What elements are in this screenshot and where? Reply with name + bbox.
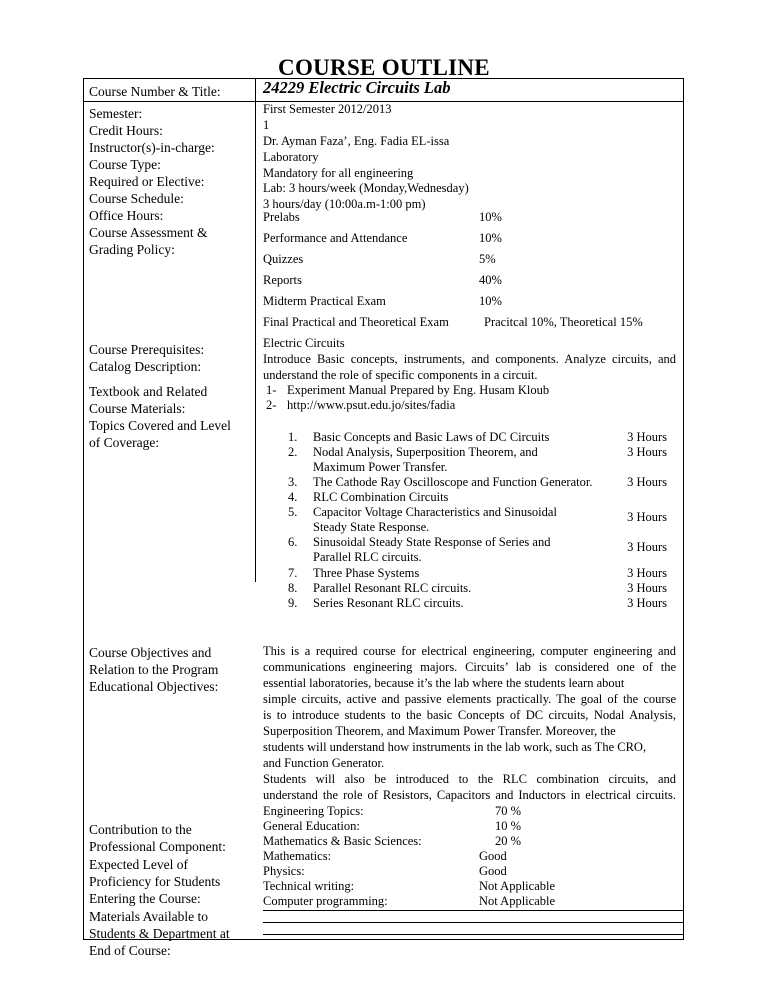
topic-title: Parallel RLC circuits. — [313, 550, 422, 564]
catalog-line: Introduce Basic concepts, instruments, and components. Analyze circuits, and — [263, 352, 676, 366]
topic-num: 7. — [288, 566, 298, 580]
proficiency-item: Technical writing: — [263, 879, 355, 893]
assessment-weight: Pracitcal 10%, Theoretical 15% — [484, 315, 643, 329]
materials-grid-rule — [263, 934, 684, 935]
objectives-line: is to introduce students to the basic Concepts of DC circuits, Nodal Analysis, — [263, 708, 676, 722]
materials-label-line2: Students & Department at — [89, 926, 230, 941]
objectives-label-line3: Educational Objectives: — [89, 679, 219, 694]
objectives-line: understand the role of Resistors, Capacitors and Inductors in electrical circuits. — [263, 788, 676, 802]
course-schedule-label: Course Schedule: — [89, 191, 184, 206]
contribution-item: Mathematics & Basic Sciences: — [263, 834, 422, 848]
assessment-item: Quizzes — [263, 252, 304, 266]
course-type-value: Laboratory — [263, 150, 319, 164]
catalog-line: understand the role of specific components in a circuit. — [263, 368, 538, 382]
assessment-label-line2: Grading Policy: — [89, 242, 175, 257]
proficiency-item: Computer programming: — [263, 894, 388, 908]
assessment-item: Midterm Practical Exam — [263, 294, 386, 308]
topics-label: Topics Covered and Level — [89, 418, 231, 433]
materials-grid-rule — [263, 922, 684, 923]
page-title: COURSE OUTLINE — [278, 55, 490, 80]
proficiency-value: Good — [479, 864, 507, 878]
assessment-weight: 10% — [479, 210, 502, 224]
topic-num: 9. — [288, 596, 298, 610]
assessment-item: Reports — [263, 273, 302, 287]
textbook-label: Textbook and Related — [89, 384, 208, 399]
required-elective-value: Mandatory for all engineering — [263, 166, 414, 180]
proficiency-label-line3: Entering the Course: — [89, 891, 201, 906]
topic-num: 2. — [288, 445, 298, 459]
topic-num: 3. — [288, 475, 298, 489]
topic-title: Series Resonant RLC circuits. — [313, 596, 464, 610]
topic-hours: 3 Hours — [627, 596, 667, 610]
office-hours-label: Office Hours: — [89, 208, 164, 223]
contribution-value: 10 % — [495, 819, 522, 833]
textbook-label-line2: Course Materials: — [89, 401, 186, 416]
course-schedule-value: Lab: 3 hours/week (Monday,Wednesday) — [263, 181, 469, 195]
proficiency-label: Expected Level of — [89, 857, 188, 872]
objectives-line: Superposition Theorem, and Maximum Power Transfer. Moreover, the — [263, 724, 616, 738]
assessment-item: Performance and Attendance — [263, 231, 408, 245]
topic-title: Parallel Resonant RLC circuits. — [313, 581, 472, 595]
objectives-line: communications engineering majors. Circuits’ lab is considered one of the — [263, 660, 676, 674]
objectives-line: Students will also be introduced to the RLC combination circuits, and — [263, 772, 676, 786]
objectives-label-line2: Relation to the Program — [89, 662, 219, 677]
proficiency-value: Good — [479, 849, 507, 863]
credit-hours-label: Credit Hours: — [89, 123, 163, 138]
course-number-label: Course Number & Title: — [89, 84, 221, 99]
required-elective-label: Required or Elective: — [89, 174, 205, 189]
topic-hours: 3 Hours — [627, 510, 667, 524]
instructor-label: Instructor(s)-in-charge: — [89, 140, 215, 155]
textbook-item-num: 2- — [266, 398, 277, 412]
topic-hours: 3 Hours — [627, 581, 667, 595]
topic-title: Nodal Analysis, Superposition Theorem, and — [313, 445, 538, 459]
objectives-line: This is a required course for electrical engineering, computer engineering and — [263, 644, 676, 658]
assessment-weight: 10% — [479, 294, 502, 308]
catalog-label: Catalog Description: — [89, 359, 202, 374]
course-number-value: 24229 Electric Circuits Lab — [263, 78, 451, 97]
topic-hours: 3 Hours — [627, 445, 667, 459]
topic-hours: 3 Hours — [627, 566, 667, 580]
textbook-item: http://www.psut.edu.jo/sites/fadia — [287, 398, 456, 412]
topic-title: Three Phase Systems — [313, 566, 420, 580]
textbook-item: Experiment Manual Prepared by Eng. Husam Kloub — [287, 383, 550, 397]
topic-title: Capacitor Voltage Characteristics and Sinusoidal — [313, 505, 557, 519]
assessment-weight: 40% — [479, 273, 502, 287]
assessment-weight: 5% — [479, 252, 496, 266]
contribution-value: 70 % — [495, 804, 522, 818]
topic-hours: 3 Hours — [627, 430, 667, 444]
assessment-label: Course Assessment & — [89, 225, 208, 240]
contribution-label: Contribution to the — [89, 822, 192, 837]
contribution-item: General Education: — [263, 819, 360, 833]
contribution-label-line2: Professional Component: — [89, 839, 226, 854]
prerequisites-label: Course Prerequisites: — [89, 342, 205, 357]
assessment-weight: 10% — [479, 231, 502, 245]
objectives-line: and Function Generator. — [263, 756, 385, 770]
prerequisites-value: Electric Circuits — [263, 336, 345, 350]
materials-grid-rule — [263, 910, 684, 911]
topic-title: The Cathode Ray Oscilloscope and Function Generator. — [313, 475, 593, 489]
assessment-item: Final Practical and Theoretical Exam — [263, 315, 449, 329]
semester-value: First Semester 2012/2013 — [263, 102, 392, 116]
topic-num: 5. — [288, 505, 298, 519]
proficiency-item: Physics: — [263, 864, 305, 878]
materials-label: Materials Available to — [89, 909, 208, 924]
topic-num: 8. — [288, 581, 298, 595]
proficiency-item: Mathematics: — [263, 849, 332, 863]
proficiency-value: Not Applicable — [479, 879, 556, 893]
topic-title: Maximum Power Transfer. — [313, 460, 448, 474]
topic-hours: 3 Hours — [627, 540, 667, 554]
proficiency-label-line2: Proficiency for Students — [89, 874, 221, 889]
topic-num: 4. — [288, 490, 298, 504]
contribution-item: Engineering Topics: — [263, 804, 364, 818]
textbook-item-num: 1- — [266, 383, 277, 397]
topics-label-line2: of Coverage: — [89, 435, 160, 450]
credit-hours-value: 1 — [263, 118, 270, 132]
materials-label-line3: End of Course: — [89, 943, 171, 958]
topic-title: Steady State Response. — [313, 520, 430, 534]
contribution-value: 20 % — [495, 834, 522, 848]
objectives-line: students will understand how instruments in the lab work, such as The CRO, — [263, 740, 647, 754]
instructor-value: Dr. Ayman Faza’, Eng. Fadia EL-issa — [263, 134, 450, 148]
office-hours-value: 3 hours/day (10:00a.m-1:00 pm) — [263, 197, 426, 211]
assessment-item: Prelabs — [263, 210, 300, 224]
objectives-line: essential laboratories, because it’s the lab where the students learn about — [263, 676, 625, 690]
topic-title: Sinusoidal Steady State Response of Series and — [313, 535, 551, 549]
objectives-line: simple circuits, active and passive elements practically. The goal of the course — [263, 692, 676, 706]
topic-title: Basic Concepts and Basic Laws of DC Circuits — [313, 430, 550, 444]
topic-title: RLC Combination Circuits — [313, 490, 449, 504]
topic-num: 1. — [288, 430, 298, 444]
course-type-label: Course Type: — [89, 157, 161, 172]
topic-hours: 3 Hours — [627, 475, 667, 489]
objectives-label: Course Objectives and — [89, 645, 212, 660]
semester-label: Semester: — [89, 106, 143, 121]
topic-num: 6. — [288, 535, 298, 549]
proficiency-value: Not Applicable — [479, 894, 556, 908]
